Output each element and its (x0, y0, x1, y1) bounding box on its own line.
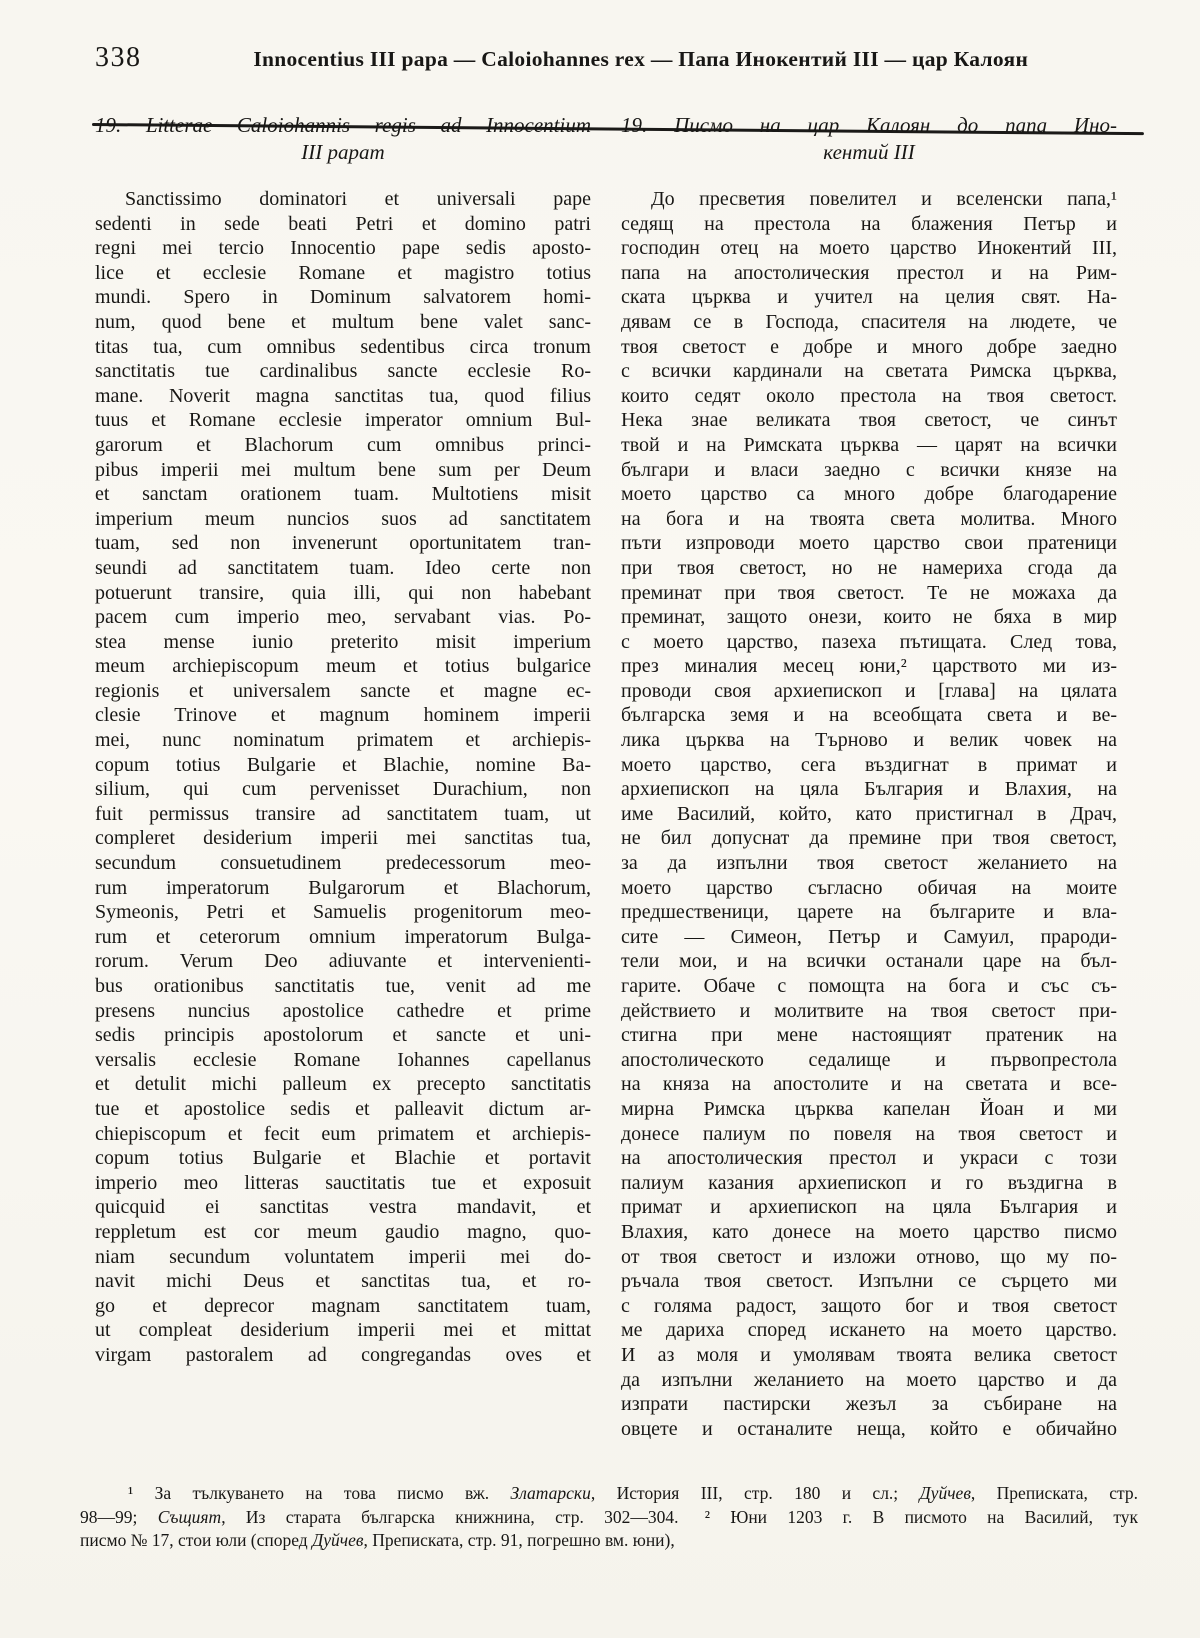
latin-text-line: lice et ecclesie Romane et magistro totius (95, 261, 591, 284)
latin-text-line: navit michi Deus et sanctitas tua, et ro- (95, 1270, 591, 1293)
bulgarian-text-line: българи и власи заедно с всички князе на (621, 458, 1117, 481)
latin-text-line: mei, nunc nominatum primatem et archiepis- (95, 729, 591, 752)
bulgarian-text-line: моето царство, сега въздигнат в примат и (621, 753, 1117, 776)
bulgarian-heading-line-2: кентий III (823, 140, 915, 164)
bulgarian-text-line: предшественици, царете на българите и вла- (621, 901, 1117, 924)
footnote-line: ¹ За тълкуването на това писмо вж. Златарски, История III, стр. 180 и сл.; Дуйчев, Преписката, стр. (128, 1483, 1138, 1503)
bulgarian-text-line: лика църква на Търново и велик човек на (621, 729, 1117, 752)
bulgarian-text-line: тели мои, и на всички останали царе на бъл- (621, 950, 1117, 973)
latin-text-line: tuam, sed non invenerunt oportunitatem tran- (95, 532, 591, 555)
latin-text-line: tuus et Romane ecclesie imperator omnium Bul- (95, 409, 591, 432)
bulgarian-text-line: на апостолическия престол и украси с този (621, 1147, 1117, 1170)
latin-text-line: versalis ecclesie Romane Iohannes capellanus (95, 1048, 591, 1071)
bulgarian-text-line: преминат при твоя светост. Те не можаха да (621, 581, 1117, 604)
page-header (95, 42, 1140, 74)
bulgarian-text-line: на княза на апостолите и на светата и все- (621, 1073, 1117, 1096)
bulgarian-text-line: които седят около престола на твоя светост. (621, 384, 1117, 407)
two-column-text (95, 112, 1117, 1441)
latin-text-line: num, quod bene et multum bene valet sanc- (95, 310, 591, 333)
latin-heading (95, 112, 591, 166)
bulgarian-text-line: с всички кардинали на светата Римска църква, (621, 360, 1117, 383)
bulgarian-text-line: твоя светост е добре и много добре заедно (621, 335, 1117, 358)
bulgarian-text-line: стигна при мене настоящият пратеник на (621, 1024, 1117, 1047)
bulgarian-heading-line-1: 19. Писмо на цар Калоян до папа Ино- (621, 113, 1117, 137)
bulgarian-text-line: палиум казания архиепископ и го въздигна в (621, 1171, 1117, 1194)
latin-text-line: meum archiepiscopum meum et totius bulgarice (95, 655, 591, 678)
latin-text-line: pacem cum imperio meo, servabant vias. Po- (95, 606, 591, 629)
footnote-line: 98—99; Същият, Из старата българска книжнина, стр. 302—304. ² Юни 1203 г. В писмото на Василий, тук (80, 1506, 1138, 1527)
bulgarian-text-line: не бил допуснат да премине при твоя светост, (621, 827, 1117, 850)
bulgarian-text-line: твой и на Римската църква — царят на всички (621, 433, 1117, 456)
running-header: Innocentius III papa — Caloiohannes rex — Папа Инокентий III — цар Калоян (253, 47, 1029, 71)
bulgarian-text-line: апостолическото седалище и първопрестола (621, 1048, 1117, 1071)
footnotes (80, 1482, 1138, 1553)
latin-text-line: potuerunt transire, quia illi, qui non habebant (95, 581, 591, 604)
latin-text-line: quicquid ei sanctitas vestra mandavit, et (95, 1196, 591, 1219)
bulgarian-text-line: ръчала твоя светост. Изпълни се сърцето ми (621, 1270, 1117, 1293)
latin-text-line: copum totius Bulgarie et Blachie et portavit (95, 1147, 591, 1170)
latin-text-line: et detulit michi palleum ex precepto sanctitatis (95, 1073, 591, 1096)
bulgarian-text-line: на бога и на твоята света молитва. Много (621, 507, 1117, 530)
latin-column (95, 112, 591, 1441)
bulgarian-text-line: ската църква и учител на целия свят. На- (621, 286, 1117, 309)
latin-text-line: imperium meum nuncios suos ad sanctitatem (95, 507, 591, 530)
latin-text-line: imperio meo litteras sauctitatis tue et exposuit (95, 1171, 591, 1194)
bulgarian-text-line: дявам се в Господа, спасителя на людете, че (621, 310, 1117, 333)
latin-text-line: Symeonis, Petri et Samuelis progenitorum meo- (95, 901, 591, 924)
latin-text-line: titas tua, cum omnibus sedentibus circa tronum (95, 335, 591, 358)
latin-heading-line-2: III papam (301, 140, 385, 164)
footnote-line: писмо № 17, стои юли (според Дуйчев, Преписката, стр. 91, погрешно вм. юни), (80, 1530, 675, 1550)
bulgarian-text-line: овцете и останалите неща, който е обичайно (621, 1417, 1117, 1440)
latin-text-line: garorum et Blachorum cum omnibus princi- (95, 433, 591, 456)
latin-text-line: stea mense iunio preterito misit imperium (95, 630, 591, 653)
latin-text-line: go et deprecor magnam sanctitatem tuam, (95, 1294, 591, 1317)
latin-text-line: rum imperatorum Bulgarorum et Blachorum, (95, 876, 591, 899)
latin-text-line: et sanctam orationem tuam. Multotiens misit (95, 483, 591, 506)
latin-text-line: compleret desiderium imperii mei sanctitas tua, (95, 827, 591, 850)
page-number: 338 (95, 42, 142, 73)
bulgarian-text-line: примат и архиепископ на цяла България и (621, 1196, 1117, 1219)
latin-text-line: rum et ceterorum omnium imperatorum Bulga- (95, 925, 591, 948)
latin-letter-text (95, 187, 591, 1368)
latin-text-line: regionis et universalem sancte et magne ec- (95, 679, 591, 702)
latin-text-line: pibus imperii mei multum bene sum per Deum (95, 458, 591, 481)
latin-text-line: seundi ad sanctitatem tuam. Ideo certe non (95, 556, 591, 579)
latin-text-line: bus orationibus sanctitatis tue, venit ad me (95, 975, 591, 997)
bulgarian-text-line: гарите. Обаче с помощта на бога и със съ- (621, 975, 1117, 997)
latin-text-line: chiepiscopum et fecit eum primatem et archiepis- (95, 1122, 591, 1145)
latin-text-line: virgam pastoralem ad congregandas oves et (95, 1343, 591, 1366)
latin-text-line: clesie Trinove et magnum hominem imperii (95, 704, 591, 727)
bulgarian-text-line: моето царство съгласно обичая на моите (621, 876, 1117, 899)
bulgarian-text-line: господин отец на моето царство Инокентий III, (621, 237, 1117, 260)
latin-text-line: sedis principis apostolorum et sancte et uni- (95, 1024, 591, 1047)
latin-text-line: ut compleat desiderium imperii mei et mittat (95, 1319, 591, 1342)
latin-text-line: rorum. Verum Deo adiuvante et intervenienti- (95, 950, 591, 973)
latin-heading-line-1: 19. Litterae Caloiohannis regis ad Innocentium (95, 113, 591, 137)
bulgarian-text-line: Влахия, като донесе на моето царство писмо (621, 1220, 1117, 1243)
bulgarian-column (621, 112, 1117, 1441)
bulgarian-text-line: с моето царство, пазеха пътищата. След това, (621, 630, 1117, 653)
bulgarian-text-line: българска земя и на всеобщата света и ве- (621, 704, 1117, 727)
latin-text-line: secundum consuetudinem predecessorum meo- (95, 852, 591, 875)
bulgarian-text-line: действието и молитвите на твоя светост при- (621, 999, 1117, 1022)
bulgarian-text-line: седящ на престола на блажения Петър и (621, 212, 1117, 235)
bulgarian-text-line: И аз моля и умолявам твоята велика светост (621, 1343, 1117, 1366)
bulgarian-text-line: сите — Симеон, Петър и Самуил, прароди- (621, 925, 1117, 948)
bulgarian-text-line: да изпълни желанието на моето царство и да (621, 1368, 1117, 1391)
latin-text-line: sanctitatis tue cardinalibus sancte ecclesie Ro- (95, 360, 591, 383)
latin-text-line: regni mei tercio Innocentio pape sedis aposto- (95, 237, 591, 260)
bulgarian-text-line: име Василий, който, като пристигнал в Драч, (621, 802, 1117, 825)
latin-text-line: reppletum est cor meum gaudio magno, quo- (95, 1220, 591, 1243)
latin-text-line: sedenti in sede beati Petri et domino patri (95, 212, 591, 235)
latin-text-line: presens nuncius apostolice cathedre et prime (95, 999, 591, 1022)
bulgarian-text-line: моето царство са много добре благодарение (621, 483, 1117, 506)
latin-text-line: mundi. Spero in Dominum salvatorem homi- (95, 286, 591, 309)
bulgarian-heading (621, 112, 1117, 166)
latin-text-line: mane. Noverit magna sanctitas tua, quod filius (95, 384, 591, 407)
bulgarian-text-line: ме дариха според искането на моето царство. (621, 1319, 1117, 1342)
bulgarian-text-line: мирна Римска църква капелан Йоан и ми (621, 1097, 1117, 1120)
bulgarian-text-line: за да изпълни твоя светост желанието на (621, 852, 1117, 875)
latin-text-line: copum totius Bulgarie et Blachie, nomine Ba- (95, 753, 591, 776)
latin-text-line: Sanctissimo dominatori et universali pape (125, 188, 591, 210)
bulgarian-text-line: донесе палиум по повеля на твоя светост и (621, 1122, 1117, 1145)
bulgarian-text-line: Нека знае великата твоя светост, че синът (621, 409, 1117, 432)
bulgarian-text-line: преминат, защото онези, които не бяха в мир (621, 606, 1117, 629)
latin-text-line: niam secundum voluntatem imperii mei do- (95, 1245, 591, 1268)
bulgarian-text-line: проводи своя архиепископ и [глава] на цялата (621, 679, 1117, 702)
bulgarian-text-line: през миналия месец юни,² царството ми из- (621, 655, 1117, 678)
bulgarian-text-line: папа на апостолическия престол и на Рим- (621, 261, 1117, 284)
latin-text-line: silium, qui cum pervenisset Durachium, non (95, 778, 591, 801)
bulgarian-text-line: с голяма радост, защото бог и твоя светост (621, 1294, 1117, 1317)
bulgarian-text-line: от твоя светост и изложи отново, що му по- (621, 1245, 1117, 1268)
latin-text-line: fuit permissus transire ad sanctitatem tuam, ut (95, 802, 591, 825)
bulgarian-text-line: До пресветия повелител и вселенски папа,¹ (651, 188, 1117, 210)
bulgarian-letter-text (621, 187, 1117, 1441)
bulgarian-text-line: при твоя светост, но не намериха сгода да (621, 556, 1117, 579)
latin-text-line: tue et apostolice sedis et palleavit dictum ar- (95, 1097, 591, 1120)
bulgarian-text-line: изпрати пастирски жезъл за събиране на (621, 1393, 1117, 1416)
bulgarian-text-line: архиепископ на цяла България и Влахия, на (621, 778, 1117, 801)
bulgarian-text-line: пъти изпроводи моето царство свои пратеници (621, 532, 1117, 555)
